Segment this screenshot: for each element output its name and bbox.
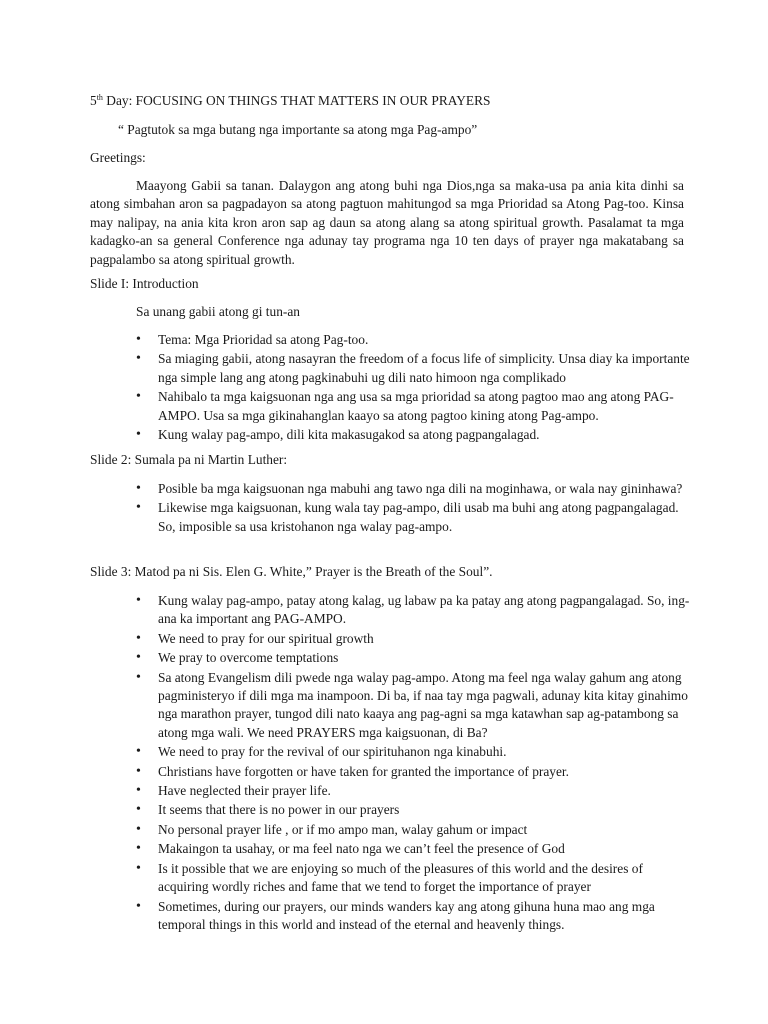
list-item [136,898,692,935]
bullet-icon: • [136,332,141,347]
page-subtitle: “ Pagtutok sa mga butang nga importante sa atong mga Pag-ampo” [118,122,478,137]
list-item-text: Posible ba mga kaigsuonan nga mabuhi ang tawo nga dili na moginhawa, or wala nay gininhawa? [158,481,683,496]
list-item-text: Christians have forgotten or have taken for granted the importance of prayer. [158,763,569,779]
slide2-heading: Slide 2: Sumala pa ni Martin Luther: [90,452,288,467]
bullet-icon: • [136,481,141,496]
list-item [136,480,692,498]
bullet-icon: • [136,650,141,666]
list-item [136,350,692,387]
bullet-icon: • [136,783,141,799]
bullet-icon: • [136,427,141,443]
title-ordinal-suffix: th [96,93,103,102]
bullet-icon: • [136,821,141,837]
list-item-text: Kung walay pag-ampo, dili kita makasugakod sa atong pagpangalagad. [158,427,540,443]
list-item-text: Sometimes, during our prayers, our minds wanders kay ang atong gihuna huna mao ang mga temporal things in this world and instead of the eternal and heavenly things. [158,898,655,932]
bullet-icon: • [136,860,141,876]
slide3-bullet-list [136,592,692,935]
bullet-icon: • [136,744,141,760]
bullet-icon: • [136,389,141,405]
list-item [136,821,692,839]
bullet-icon: • [136,898,141,914]
list-item-text: Have neglected their prayer life. [158,783,331,799]
list-item [136,388,692,425]
list-item-text: Is it possible that we are enjoying so much of the pleasures of this world and the desires of acquiring wordly riches and fame that we tend to forget the importance of prayer [158,860,643,895]
list-item [136,649,692,667]
list-item [136,592,692,629]
list-item-text: Sa miaging gabii, atong nasayran the freedom of a focus life of simplicity. Unsa diay ka importante nga simple lang ang atong pagkinabuhi ug dili nato himoon nga complikado [158,351,690,385]
list-item-text: We pray to overcome temptations [158,650,339,666]
list-item-text: Nahibalo ta mga kaigsuonan nga ang usa sa mga prioridad sa atong pagtoo mao ang atong PAG-AMPO. Usa sa mga gikinahanglan kaayo sa atong pagtoo kining atong Pag-ampo. [158,389,674,423]
list-item [136,763,692,781]
slide2-bullet-list [136,480,692,537]
list-item [136,782,692,800]
list-item-text: Kung walay pag-ampo, patay atong kalag, ug labaw pa ka patay ang atong pagpangalagad. So, ing-ana ka important ang PAG-AMPO. [158,593,690,627]
list-item-text: Likewise mga kaigsuonan, kung wala tay pag-ampo, dili usab ma buhi ang atong pagpangalagad. So, imposible sa usa kristohanon nga walay pag-ampo. [158,500,679,534]
list-item-text: Tema: Mga Prioridad sa atong Pag-too. [158,332,369,347]
slide1-bullet-list [136,331,692,445]
slide3-heading: Slide 3: Matod pa ni Sis. Elen G. White,” Prayer is the Breath of the Soul”. [90,564,493,579]
list-item [136,426,692,444]
list-item [136,743,692,761]
list-item-text: We need to pray for the revival of our spirituhanon nga kinabuhi. [158,744,507,760]
list-item-text: We need to pray for our spiritual growth [158,630,374,646]
bullet-icon: • [136,841,141,857]
list-item [136,801,692,819]
list-item [136,669,692,743]
greetings-label: Greetings: [90,150,146,165]
bullet-icon: • [136,593,141,608]
list-item-text: It seems that there is no power in our prayers [158,802,400,818]
list-item [136,331,692,349]
title-day-number: 5 [90,93,97,108]
intro-paragraph: Maayong Gabii sa tanan. Dalaygon ang atong buhi nga Dios,nga sa maka-usa pa ania kita dinhi sa atong simbahan aron sa pagpadayon sa atong pagtuon mahitungod sa mga Prioridad sa Atong Pag-too. Kinsa may nalipay, na ania kita kron aron sap ag daun sa atong alang sa atong spiritual growth. Pasalamat ta mga kadagko-an sa general Conference nga adunay tay programa nga 10 ten days of prayer nga makatabang sa pagpalambo sa atong spiritual growth. [90,178,684,267]
bullet-icon: • [136,500,141,516]
list-item [136,860,692,897]
bullet-icon: • [136,351,141,367]
list-item-text: Sa atong Evangelism dili pwede nga walay pag-ampo. Atong ma feel nga walay gahum ang atong pagministeryo if dili mga ma inampoon. Di ba, if naa tay mga pagwali, adunay kita kitay ginahimo nga marathon prayer, tungod dili nato kaaya ang pag-agni sa mga katawhan sap ag-patambong sa atong mga wali. We need PRAYERS mga kaigsuonan, di Ba? [158,669,688,740]
list-item [136,630,692,648]
list-item [136,499,692,536]
bullet-icon: • [136,630,141,646]
bullet-icon: • [136,802,141,818]
slide1-lead: Sa unang gabii atong gi tun-an [136,304,301,319]
page-title [90,92,690,110]
list-item [136,840,692,858]
slide1-heading: Slide I: Introduction [90,276,199,291]
bullet-icon: • [136,763,141,779]
title-text: Day: FOCUSING ON THINGS THAT MATTERS IN OUR PRAYERS [102,93,491,108]
bullet-icon: • [136,669,141,685]
list-item-text: No personal prayer life , or if mo ampo man, walay gahum or impact [158,821,528,837]
list-item-text: Makaingon ta usahay, or ma feel nato nga we can’t feel the presence of God [158,841,565,857]
